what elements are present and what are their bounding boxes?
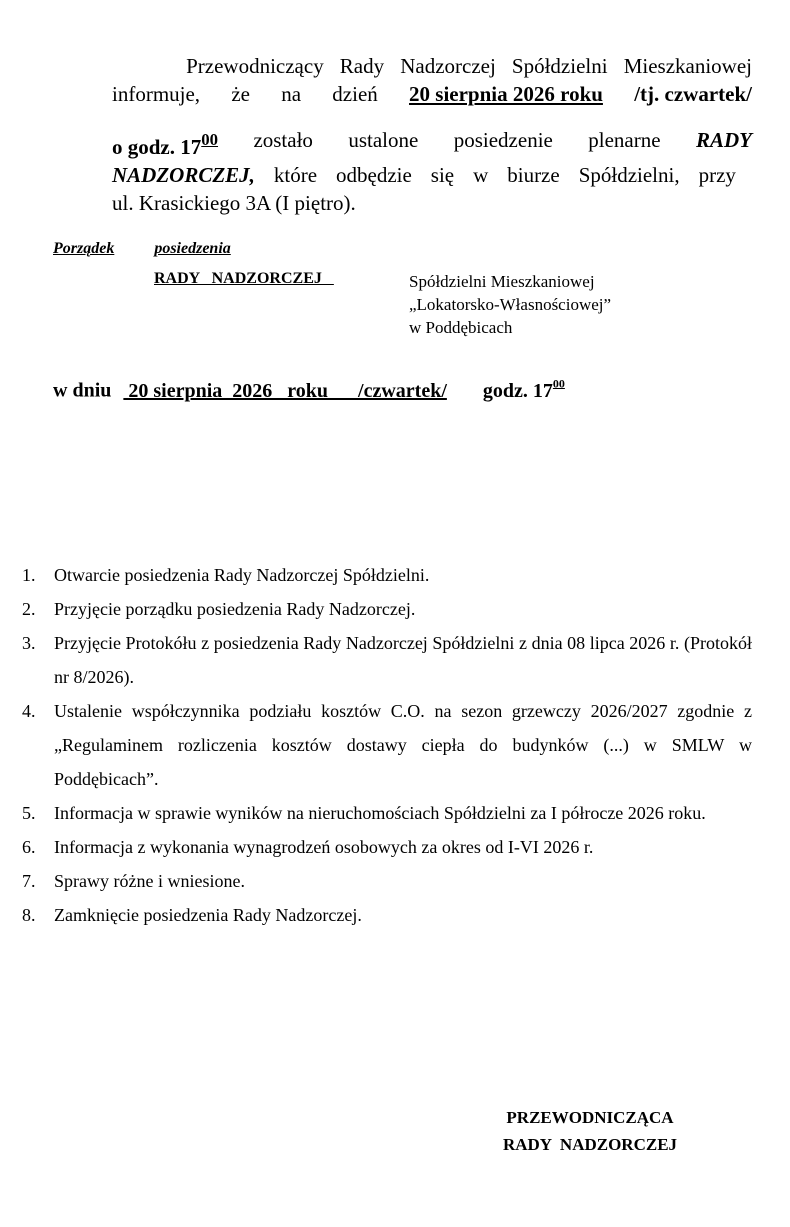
cooperative-line: „Lokatorsko-Własnościowej” xyxy=(409,295,612,314)
intro-line-3 xyxy=(112,126,752,161)
date-line xyxy=(53,376,565,403)
agenda-item xyxy=(22,796,752,830)
date-line-date: 20 sierpnia 2026 roku /czwartek/ xyxy=(123,379,447,402)
meeting-time-hour: o godz. 17 xyxy=(112,135,202,160)
cooperative-line: w Poddębicach xyxy=(409,318,513,337)
agenda-item-number: 7. xyxy=(22,871,36,891)
agenda-item-text: Przyjęcie Protokółu z posiedzenia Rady Nadzorczej Spółdzielni z dnia 08 lipca 2026 r. (Protokół nr 8/2026). xyxy=(54,633,752,687)
intro-word-nadzorczej: NADZORCZEJ, xyxy=(112,163,255,188)
agenda-item-number: 4. xyxy=(22,701,36,721)
intro-word: zostało xyxy=(253,128,313,152)
meeting-day: /tj. czwartek/ xyxy=(634,82,752,106)
agenda-item-text: Otwarcie posiedzenia Rady Nadzorczej Spółdzielni. xyxy=(54,565,430,585)
intro-line-2 xyxy=(112,80,752,108)
intro-word: informuje, xyxy=(112,82,201,106)
intro-word: odbędzie xyxy=(336,163,412,188)
agenda-item xyxy=(22,626,752,694)
intro-word: na xyxy=(281,82,302,106)
signature-body: RADY NADZORCZEJ xyxy=(502,1135,678,1154)
agenda-item-number: 2. xyxy=(22,599,36,619)
meeting-time-minutes: 00 xyxy=(201,130,219,149)
agenda-item-text: Sprawy różne i wniesione. xyxy=(54,871,245,891)
agenda-item xyxy=(22,558,752,592)
agenda-item-number: 1. xyxy=(22,565,36,585)
intro-word: Mieszkaniowej xyxy=(623,54,752,78)
cooperative-name xyxy=(409,270,611,339)
agenda-heading xyxy=(53,240,231,258)
agenda-list xyxy=(22,558,752,932)
date-line-hour: godz. 17 xyxy=(482,379,553,402)
signature-block xyxy=(470,1104,710,1158)
intro-word: Spółdzielni xyxy=(511,54,608,78)
agenda-item-number: 6. xyxy=(22,837,36,857)
intro-word: Rady xyxy=(339,54,385,78)
agenda-heading-word: posiedzenia xyxy=(154,240,231,257)
intro-line-4 xyxy=(112,161,736,189)
date-line-minutes: 00 xyxy=(552,376,565,390)
agenda-item-text: Przyjęcie porządku posiedzenia Rady Nadzorczej. xyxy=(54,599,416,619)
agenda-item xyxy=(22,864,752,898)
agenda-item-text: Ustalenie współczynnika podziału kosztów C.O. na sezon grzewczy 2026/2027 zgodnie z „Regulaminem rozliczenia kosztów dostawy ciepła do budynków (...) w SMLW w Poddębicach”. xyxy=(54,701,752,789)
intro-word: Nadzorczej xyxy=(400,54,496,78)
signature-title: PRZEWODNICZĄCA xyxy=(506,1108,674,1127)
agenda-item-number: 8. xyxy=(22,905,36,925)
agenda-item xyxy=(22,898,752,932)
agenda-item-number: 3. xyxy=(22,633,36,653)
intro-paragraph xyxy=(112,52,752,217)
intro-word: posiedzenie xyxy=(453,128,553,152)
board-name: RADY NADZORCZEJ xyxy=(154,270,334,287)
agenda-item-text: Zamknięcie posiedzenia Rady Nadzorczej. xyxy=(54,905,362,925)
intro-word: się xyxy=(430,163,455,188)
meeting-date: 20 sierpnia 2026 roku xyxy=(409,82,603,106)
meeting-address: ul. Krasickiego 3A (I piętro). xyxy=(112,191,356,216)
intro-word: w xyxy=(473,163,489,188)
intro-word: biurze xyxy=(507,163,560,188)
intro-word: plenarne xyxy=(588,128,661,152)
intro-word: dzień xyxy=(332,82,378,106)
intro-word: przy xyxy=(698,163,736,188)
date-line-time xyxy=(482,376,565,402)
cooperative-line: Spółdzielni Mieszkaniowej xyxy=(409,272,595,291)
agenda-item-number: 5. xyxy=(22,803,36,823)
intro-line-1 xyxy=(112,52,752,80)
agenda-item xyxy=(22,830,752,864)
intro-word: które xyxy=(273,163,318,188)
agenda-item xyxy=(22,592,752,626)
agenda-heading-word: Porządek xyxy=(53,240,115,257)
intro-line-5 xyxy=(112,189,752,217)
agenda-item-text: Informacja w sprawie wyników na nieruchomościach Spółdzielni za I półrocze 2026 roku. xyxy=(54,803,706,823)
intro-word: Spółdzielni, xyxy=(578,163,680,188)
meeting-time xyxy=(112,126,218,161)
intro-word: ustalone xyxy=(348,128,419,152)
agenda-item-text: Informacja z wykonania wynagrodzeń osobowych za okres od I-VI 2026 r. xyxy=(54,837,594,857)
date-line-prefix: w dniu xyxy=(53,379,112,402)
intro-word: Przewodniczący xyxy=(186,54,324,78)
intro-word-rady: RADY xyxy=(695,128,752,152)
intro-word: że xyxy=(231,82,250,106)
agenda-item xyxy=(22,694,752,796)
